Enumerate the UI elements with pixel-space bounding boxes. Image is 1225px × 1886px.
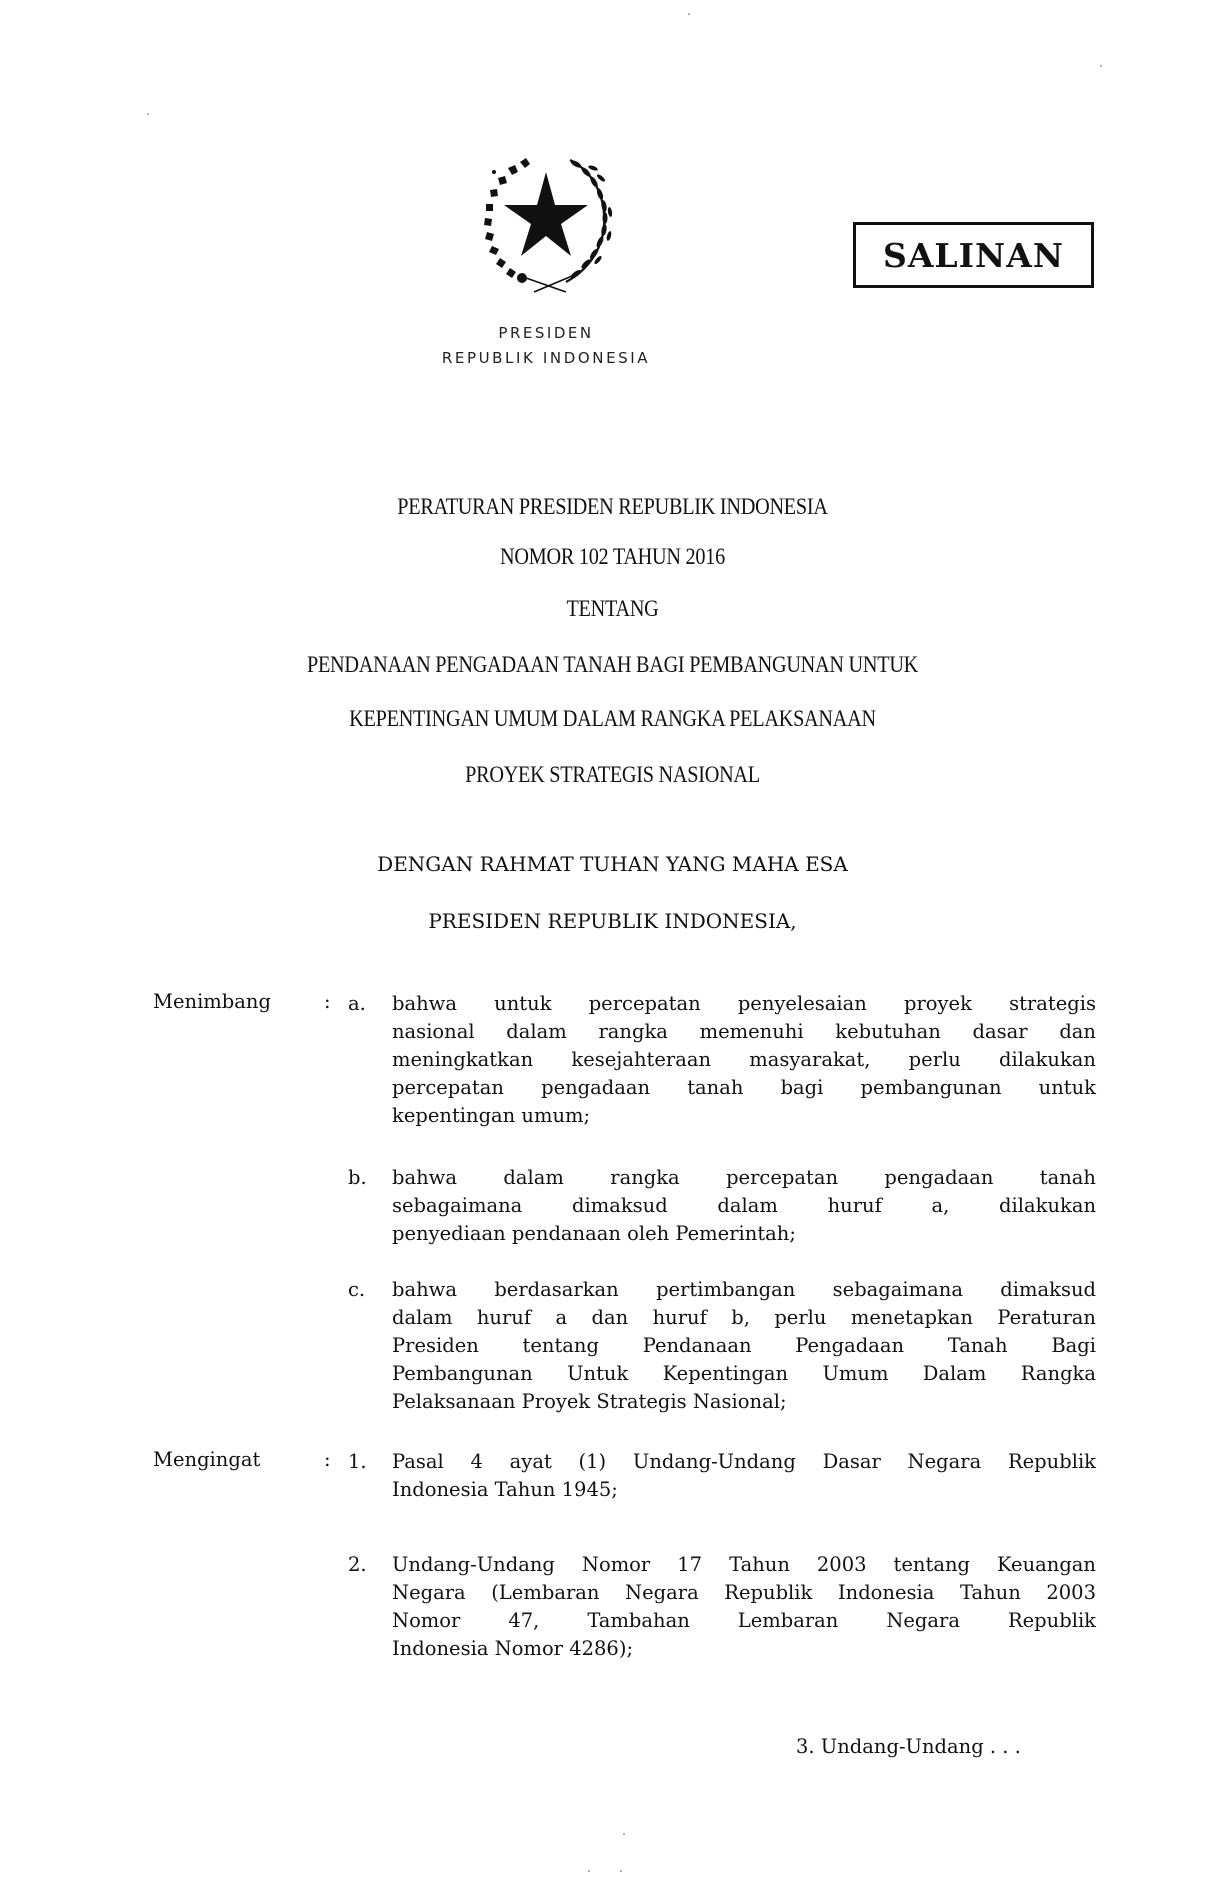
item-line: Nomor 47, Tambahan Lembaran Negara Republik bbox=[392, 1609, 1096, 1632]
item-line: Undang-Undang Nomor 17 Tahun 2003 tentang Keuangan bbox=[392, 1553, 1096, 1576]
item-line: bahwa dalam rangka percepatan pengadaan tanah bbox=[392, 1166, 1096, 1189]
item-line: kepentingan umum; bbox=[392, 1104, 591, 1127]
scan-speck bbox=[1100, 65, 1102, 67]
menimbang-item-a bbox=[348, 990, 1096, 1130]
item-line: Negara (Lembaran Negara Republik Indonesia Tahun 2003 bbox=[392, 1581, 1096, 1604]
item-line: sebagaimana dimaksud dalam huruf a, dilakukan bbox=[392, 1194, 1096, 1217]
mengingat-item-1 bbox=[348, 1448, 1096, 1504]
section-colon: : bbox=[324, 990, 331, 1013]
item-line: meningkatkan kesejahteraan masyarakat, perlu dilakukan bbox=[392, 1048, 1096, 1071]
item-marker: 1. bbox=[348, 1450, 367, 1473]
item-marker: a. bbox=[348, 992, 366, 1015]
menimbang-item-c bbox=[348, 1276, 1096, 1416]
stamp-label: SALINAN bbox=[882, 235, 1064, 275]
title-line-number: NOMOR 102 TAHUN 2016 bbox=[500, 544, 725, 569]
mengingat-item-2 bbox=[348, 1551, 1096, 1663]
title-line-regulation: PERATURAN PRESIDEN REPUBLIK INDONESIA bbox=[397, 494, 828, 519]
section-label-mengingat: Mengingat bbox=[153, 1448, 261, 1471]
scan-speck bbox=[688, 13, 690, 15]
title-subject-line-1: PENDANAAN PENGADAAN TANAH BAGI PEMBANGUNAN UNTUK bbox=[306, 652, 919, 677]
scan-speck bbox=[588, 1870, 590, 1872]
item-line: Pelaksanaan Proyek Strategis Nasional; bbox=[392, 1390, 787, 1413]
garuda-star-emblem-icon bbox=[476, 150, 616, 296]
section-label-menimbang: Menimbang bbox=[153, 990, 271, 1013]
preamble-line-1: DENGAN RAHMAT TUHAN YANG MAHA ESA bbox=[377, 852, 848, 876]
menimbang-item-b bbox=[348, 1164, 1096, 1248]
scan-speck bbox=[623, 1833, 625, 1835]
section-colon: : bbox=[324, 1448, 331, 1471]
item-line: Indonesia Tahun 1945; bbox=[392, 1478, 618, 1501]
item-line: nasional dalam rangka memenuhi kebutuhan dasar dan bbox=[392, 1020, 1096, 1043]
item-line: bahwa untuk percepatan penyelesaian proyek strategis bbox=[392, 992, 1096, 1015]
scan-speck bbox=[147, 113, 149, 115]
item-marker: b. bbox=[348, 1166, 367, 1189]
item-line: percepatan pengadaan tanah bagi pembangunan untuk bbox=[392, 1076, 1096, 1099]
scan-speck bbox=[620, 1870, 622, 1872]
item-line: penyediaan pendanaan oleh Pemerintah; bbox=[392, 1222, 796, 1245]
item-line: Indonesia Nomor 4286); bbox=[392, 1637, 634, 1660]
title-line-tentang: TENTANG bbox=[566, 596, 659, 621]
page-continuation-catchword: 3. Undang-Undang . . . bbox=[796, 1735, 1021, 1758]
item-line: bahwa berdasarkan pertimbangan sebagaimana dimaksud bbox=[392, 1278, 1096, 1301]
title-subject-line-3: PROYEK STRATEGIS NASIONAL bbox=[465, 762, 760, 787]
item-line: Pembangunan Untuk Kepentingan Umum Dalam Rangka bbox=[392, 1362, 1096, 1385]
item-marker: c. bbox=[348, 1278, 366, 1301]
item-line: Presiden tentang Pendanaan Pengadaan Tanah Bagi bbox=[392, 1334, 1096, 1357]
caption-presiden: PRESIDEN bbox=[498, 324, 594, 342]
title-subject-line-2: KEPENTINGAN UMUM DALAM RANGKA PELAKSANAAN bbox=[349, 706, 876, 731]
salinan-stamp bbox=[853, 222, 1094, 288]
item-line: dalam huruf a dan huruf b, perlu menetapkan Peraturan bbox=[392, 1306, 1096, 1329]
item-marker: 2. bbox=[348, 1553, 367, 1576]
caption-republik-indonesia: REPUBLIK INDONESIA bbox=[441, 349, 651, 367]
item-line: Pasal 4 ayat (1) Undang-Undang Dasar Negara Republik bbox=[392, 1450, 1096, 1473]
preamble-line-2: PRESIDEN REPUBLIK INDONESIA, bbox=[428, 909, 797, 933]
